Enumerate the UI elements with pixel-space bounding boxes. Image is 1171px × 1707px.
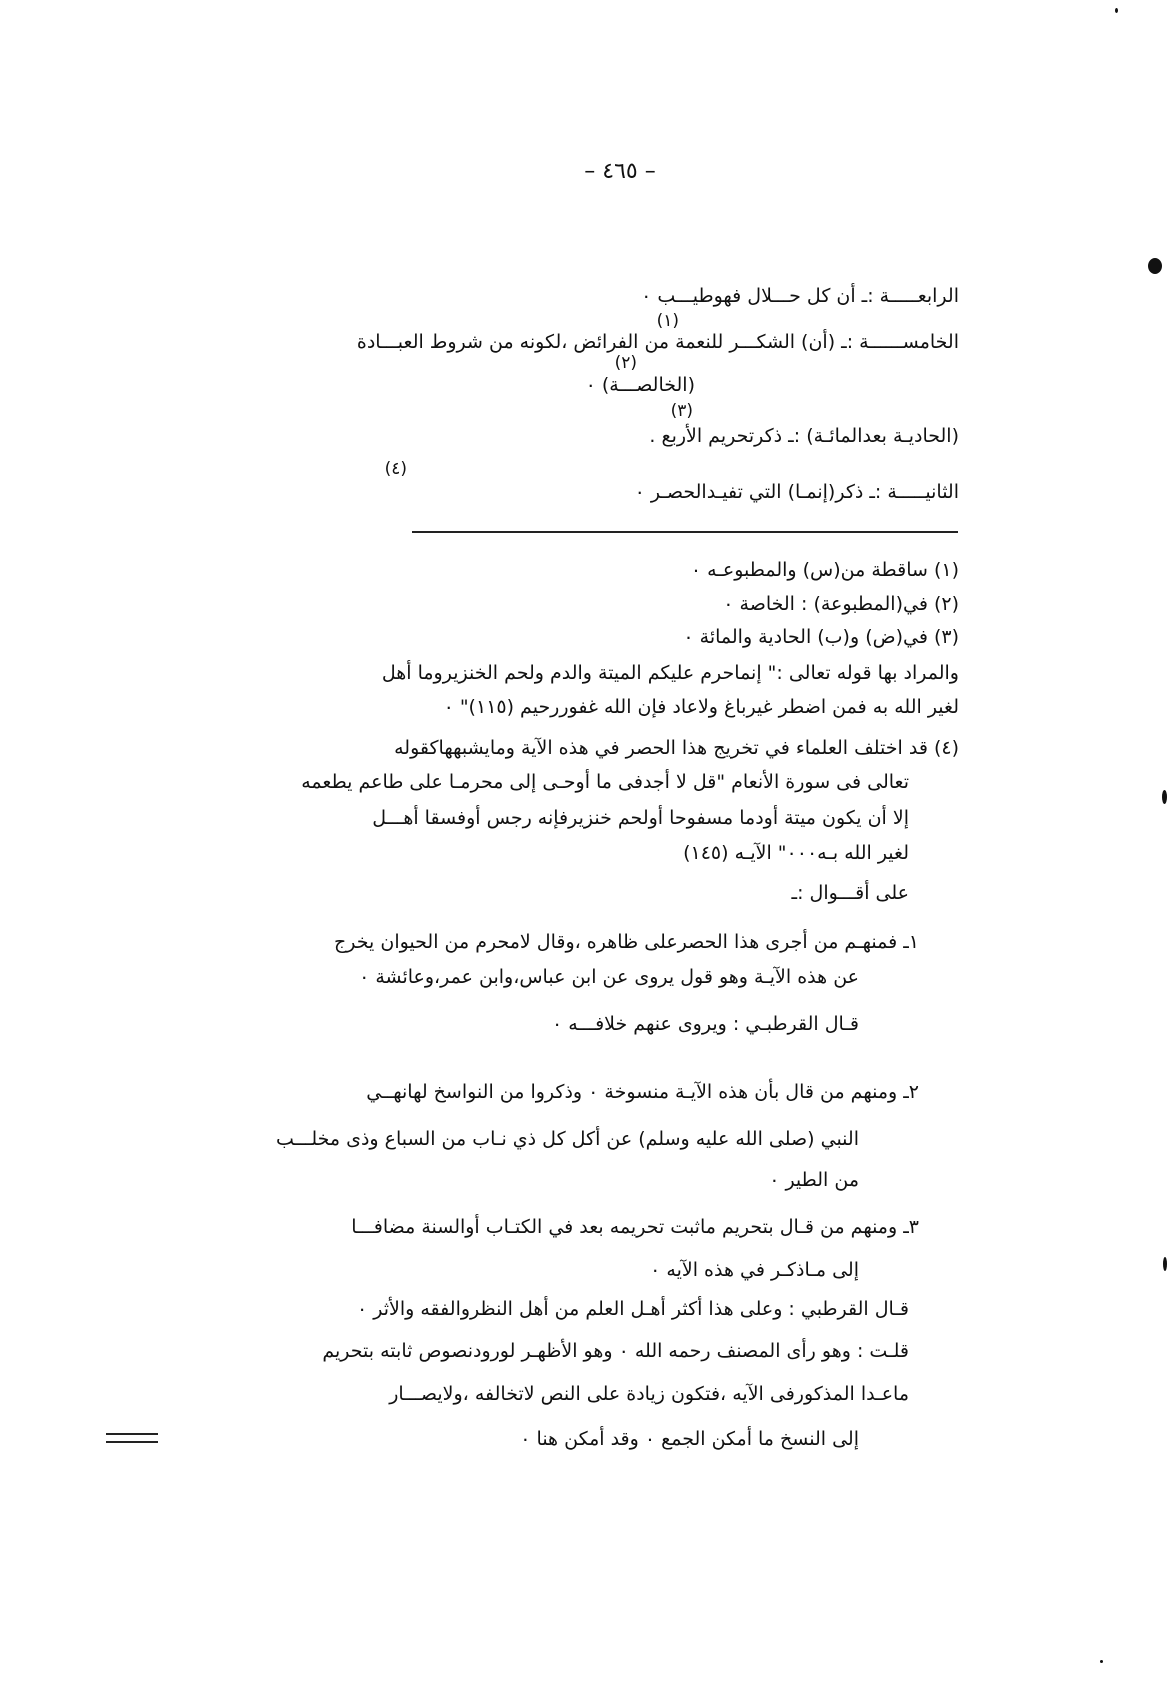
footnote-4-opinion-3: ٣ـ ومنهم من قـال بتحريم ماثبت تحريمه بعد في الكتـاب أوالسنة مضافـــا	[351, 1216, 919, 1238]
footnote-3-verse-1: والمراد بها قوله تعالى :" إنماحرم عليكم الميتة والدم ولحم الخنزيروما أهل	[381, 662, 959, 684]
scan-speck	[1100, 1660, 1103, 1663]
main-line-fourth: الرابعـــــة :ـ أن كل حـــلال فهوطيـــب ٠	[641, 285, 959, 307]
footnote-marker-1: (١)	[656, 311, 679, 331]
main-line-fifth-cont: (الخالصـــة) ٠	[585, 374, 695, 396]
footnote-4-opinion-2-cont: النبي (صلى الله عليه وسلم) عن أكل كل ذي نـاب من السباع وذى مخلـــب	[275, 1128, 859, 1150]
footnote-4-line-5: على أقـــوال :ـ	[791, 882, 909, 904]
footnote-4: (٤) قد اختلف العلماء في تخريج هذا الحصر في هذه الآية ومايشبههاكقوله	[394, 737, 959, 759]
footnote-3: (٣) في(ض) و(ب) الحادية والمائة ٠	[683, 626, 959, 648]
footnote-marker-4: (٤)	[384, 459, 407, 479]
footnote-3-verse-2: لغير الله به فمن اضطر غيرباغ ولاعاد فإن الله غفوررحيم (١١٥)" ٠	[443, 696, 959, 718]
footnote-marker-2: (٢)	[614, 353, 637, 373]
scan-speck	[1162, 790, 1167, 804]
main-line-hundred-first: (الحاديـة بعدالمائـة) :ـ ذكرتحريم الأربع .	[649, 425, 959, 447]
page-number: – ٤٦٥ –	[584, 159, 656, 184]
footnote-4-opinion-2: ٢ـ ومنهم من قال بأن هذه الآيـة منسوخة ٠ وذكروا من النواسخ لهانهــي	[366, 1081, 919, 1103]
footnote-marker-3: (٣)	[670, 401, 693, 421]
footnote-4-line-4: لغير الله بـه٠٠٠" الآيـه (١٤٥)	[683, 842, 909, 864]
scan-speck	[1148, 258, 1162, 274]
end-double-rule	[106, 1433, 158, 1443]
main-line-second: الثانيـــــة :ـ ذكر(إنمـا) التي تفيـدالحصـر ٠	[634, 481, 959, 503]
footnote-4-line-3: إلا أن يكون ميتة أودما مسفوحا أولحم خنزيرفإنه رجس أوفسقا أهـــل	[372, 807, 909, 829]
footnote-2: (٢) في(المطبوعة) : الخاصة ٠	[723, 593, 959, 615]
scan-speck	[1115, 8, 1118, 13]
main-line-fifth: الخامســــــة :ـ (أن) الشكـــر للنعمة من الفرائض ،لكونه من شروط العبـــادة	[356, 331, 959, 353]
author-opinion-cont: ماعـدا المذكورفى الآيه ،فتكون زيادة على النص لاتخالفه ،ولايصـــار	[389, 1383, 909, 1405]
author-opinion-end: إلى النسخ ما أمكن الجمع ٠ وقد أمكن هنا ٠	[520, 1428, 859, 1450]
scan-speck	[1163, 1257, 1167, 1271]
footnote-4-line-2: تعالى فى سورة الأنعام "قل لا أجدفى ما أوحـى إلى محرمـا على طاعم يطعمه	[301, 771, 909, 793]
footnote-4-opinion-1-qurtubi: قـال القرطبـي : ويروى عنهم خلافـــه ٠	[551, 1013, 859, 1035]
footnote-4-opinion-3-cont: إلى مـاذكـر في هذه الآيه ٠	[650, 1259, 859, 1281]
footnote-4-opinion-2-end: من الطير ٠	[769, 1169, 859, 1191]
footnote-4-opinion-1: ١ـ فمنهـم من أجرى هذا الحصرعلى ظاهره ،وقال لامحرم من الحيوان يخرج	[334, 931, 919, 953]
footnote-4-opinion-1-cont: عن هذه الآيـة وهو قول يروى عن ابن عباس،وابن عمر،وعائشة ٠	[359, 966, 859, 988]
author-opinion: قلـت : وهو رأى المصنف رحمه الله ٠ وهو الأظهـر لورودنصوص ثابته بتحريم	[322, 1340, 909, 1362]
footnote-separator	[412, 531, 958, 533]
footnote-1: (١) ساقطة من(س) والمطبوعـه ٠	[690, 559, 959, 581]
qurtubi-statement: قـال القرطبي : وعلى هذا أكثر أهـل العلم من أهل النظروالفقه والأثر ٠	[357, 1298, 909, 1320]
